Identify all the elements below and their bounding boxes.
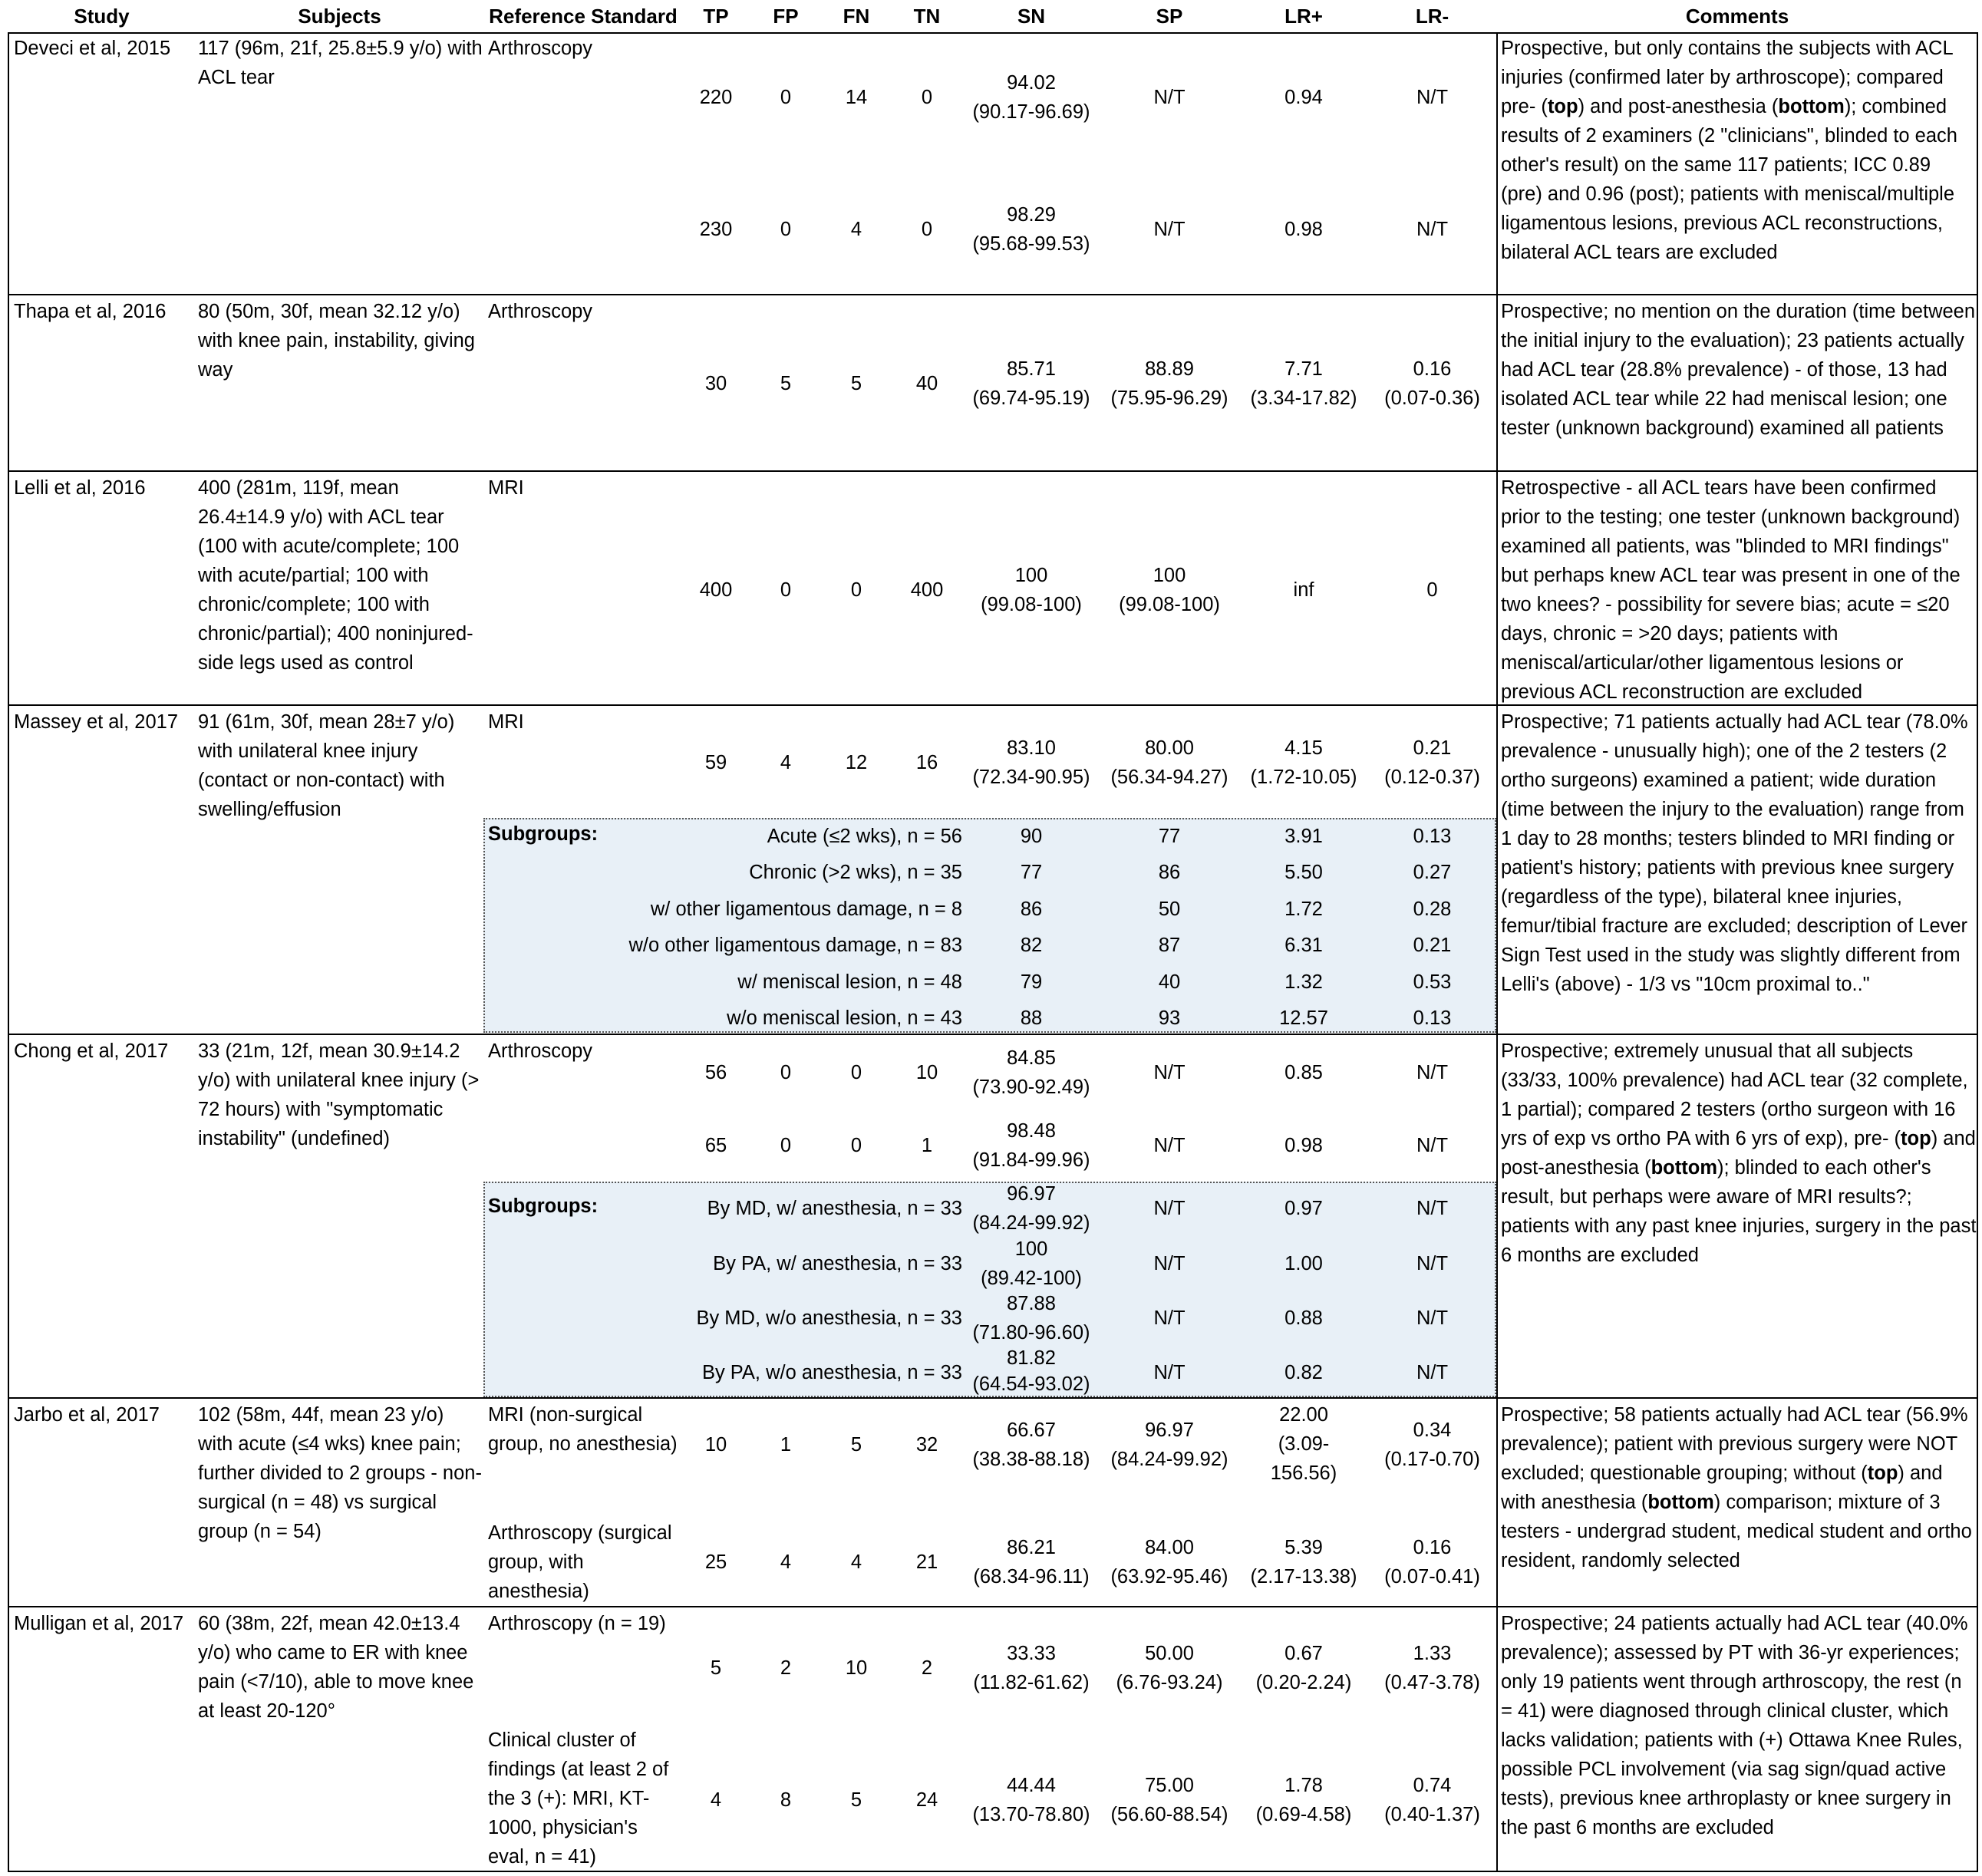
- massey-r1-tn: 16: [915, 752, 938, 773]
- mulligan-r1-lrp: 0.67: [1285, 1643, 1323, 1664]
- reference-thapa: Arthroscopy: [488, 301, 593, 322]
- study-mulligan: Mulligan et al, 2017: [14, 1613, 184, 1634]
- jarbo-r2-tn: 21: [915, 1551, 938, 1573]
- mulligan-r2-lrp-ci: (0.69-4.58): [1255, 1804, 1352, 1825]
- comments-lelli: Retrospective - all ACL tears have been confirmed prior to the testing; one tester (unknown background) examined all patients, was "blinded to MRI findings" but perhaps knew ACL tear was present in one of the two knees? - possibility for severe bias; acute = ≤20 days, chronic = >20 days; patients with meniscal/articular/other ligamentous lesions or previous ACL reconstruction are excluded: [1501, 477, 1961, 703]
- jarbo-r1-fn: 5: [850, 1434, 862, 1456]
- chong-r2-tp: 65: [704, 1135, 727, 1156]
- chong-r2-sp: N/T: [1153, 1135, 1186, 1156]
- chong-sub-sp: N/T: [1153, 1198, 1186, 1219]
- mulligan-r1-sn-ci: (11.82-61.62): [973, 1672, 1090, 1693]
- rule-right: [1977, 34, 1978, 1872]
- mulligan-r2-lrn: 0.74: [1413, 1775, 1452, 1796]
- chong-r2-sn: 98.48: [1007, 1120, 1056, 1142]
- massey-sub-lrp: 1.32: [1285, 971, 1323, 993]
- massey-r1-lrp: 4.15: [1285, 737, 1323, 759]
- thapa-r1-lrn-ci: (0.07-0.36): [1384, 387, 1480, 409]
- jarbo-r1-sp-ci: (84.24-99.92): [1110, 1449, 1228, 1470]
- massey-sub-sp: 87: [1158, 935, 1181, 956]
- lelli-r1-fn: 0: [850, 579, 862, 601]
- jarbo-r1-lrn-ci: (0.17-0.70): [1384, 1449, 1480, 1470]
- jarbo-r2-fp: 4: [780, 1551, 792, 1573]
- chong-sub-lrp: 0.97: [1285, 1198, 1323, 1219]
- deveci-r1-tn: 0: [921, 87, 933, 108]
- chong-sub-sn-ci: (64.54-93.02): [972, 1373, 1090, 1395]
- chong-sub-sp: N/T: [1153, 1253, 1186, 1274]
- jarbo-r1-tn: 32: [915, 1434, 938, 1456]
- study-lelli: Lelli et al, 2016: [14, 477, 146, 499]
- chong-r1-fn: 0: [850, 1062, 862, 1083]
- subjects-jarbo: 102 (58m, 44f, mean 23 y/o) with acute (≤4 wks) knee pain; further divided to 2 groups - non-surgical (n = 48) vs surgical group (n = 54): [198, 1404, 482, 1542]
- massey-sub-lrp: 12.57: [1279, 1007, 1328, 1029]
- subjects-lelli: 400 (281m, 119f, mean 26.4±14.9 y/o) with ACL tear (100 with acute/complete; 100 with acute/partial; 100 with chronic/complete; 100 with chronic/partial); 400 noninjured-side legs used as control: [198, 477, 473, 674]
- deveci-r2-fn: 4: [850, 219, 862, 240]
- lelli-r1-lrn: 0: [1426, 579, 1438, 601]
- thapa-r1-lrp: 7.71: [1285, 358, 1323, 380]
- thapa-r1-fn: 5: [850, 373, 862, 394]
- massey-r1-sp: 80.00: [1145, 737, 1194, 759]
- massey-r1-fn: 12: [845, 752, 868, 773]
- massey-sub-label: Acute (≤2 wks), n = 56: [767, 826, 962, 847]
- massey-r1-fp: 4: [780, 752, 792, 773]
- deveci-r2-sp: N/T: [1153, 219, 1186, 240]
- massey-r1-sn: 83.10: [1007, 737, 1056, 759]
- thapa-r1-sn-ci: (69.74-95.19): [972, 387, 1090, 409]
- chong-sub-label: By MD, w/ anesthesia, n = 33: [707, 1198, 962, 1219]
- thapa-r1-tn: 40: [915, 373, 938, 394]
- thapa-r1-tp: 30: [704, 373, 727, 394]
- chong-r1-tp: 56: [704, 1062, 727, 1083]
- subjects-thapa: 80 (50m, 30f, mean 32.12 y/o) with knee pain, instability, giving way: [198, 301, 475, 381]
- rule-left: [8, 34, 9, 1872]
- mulligan-r1-fn: 10: [845, 1657, 868, 1679]
- mulligan-r1-tp: 5: [710, 1657, 722, 1679]
- chong-sub-sp: N/T: [1153, 1362, 1186, 1383]
- lelli-r1-sn: 100: [1014, 565, 1048, 586]
- chong-sub-sn: 87.88: [1007, 1293, 1056, 1314]
- mulligan-r1-tn: 2: [921, 1657, 933, 1679]
- massey-subgroups-label: Subgroups:: [488, 823, 599, 845]
- chong-sub-sn-ci: (71.80-96.60): [972, 1322, 1090, 1344]
- deveci-r2-lrn: N/T: [1416, 219, 1449, 240]
- chong-sub-sn: 81.82: [1007, 1347, 1056, 1369]
- lelli-r1-sp: 100: [1153, 565, 1186, 586]
- jarbo-r2-lrn-ci: (0.07-0.41): [1384, 1566, 1480, 1588]
- deveci-r1-lrn: N/T: [1416, 87, 1449, 108]
- massey-r1-lrp-ci: (1.72-10.05): [1250, 767, 1357, 788]
- comments-thapa: Prospective; no mention on the duration (time between the initial injury to the evaluation); 23 patients actually had ACL tear (28.8% prevalence) - of those, 13 had isolated ACL tear while 22 had meniscal lesion; one tester (unknown background) examined all patients: [1501, 301, 1976, 439]
- jarbo-r2-lrn: 0.16: [1413, 1537, 1452, 1558]
- chong-sub-label: By MD, w/o anesthesia, n = 33: [696, 1307, 962, 1329]
- chong-sub-sn: 100: [1014, 1238, 1048, 1260]
- mulligan-r1-sp: 50.00: [1145, 1643, 1194, 1664]
- chong-sub-lrp: 1.00: [1285, 1253, 1323, 1274]
- chong-r2-lrp: 0.98: [1285, 1135, 1323, 1156]
- jarbo-r1-lrp: 22.00: [1279, 1404, 1328, 1426]
- deveci-r1-sp: N/T: [1153, 87, 1186, 108]
- massey-sub-sp: 40: [1158, 971, 1181, 993]
- massey-sub-sn: 90: [1020, 826, 1043, 847]
- chong-sub-lrp: 0.88: [1285, 1307, 1323, 1329]
- massey-sub-sp: 50: [1158, 898, 1181, 920]
- reference-jarbo-1: MRI (non-surgical group, no anesthesia): [488, 1404, 678, 1455]
- subjects-mulligan: 60 (38m, 22f, mean 42.0±13.4 y/o) who came to ER with knee pain (<7/10), able to move knee at least 20-120°: [198, 1613, 474, 1722]
- chong-r1-sp: N/T: [1153, 1062, 1186, 1083]
- mulligan-r2-sp-ci: (56.60-88.54): [1110, 1804, 1228, 1825]
- lelli-r1-lrp: inf: [1293, 579, 1314, 601]
- mulligan-r1-fp: 2: [780, 1657, 792, 1679]
- header-subjects: Subjects: [298, 5, 381, 28]
- study-jarbo: Jarbo et al, 2017: [14, 1404, 160, 1426]
- header-fp: FP: [773, 5, 799, 28]
- massey-r1-tp: 59: [704, 752, 727, 773]
- jarbo-r1-fp: 1: [780, 1434, 792, 1456]
- jarbo-r2-sp: 84.00: [1145, 1537, 1194, 1558]
- thapa-r1-fp: 5: [780, 373, 792, 394]
- thapa-r1-lrn: 0.16: [1413, 358, 1452, 380]
- mulligan-r2-tn: 24: [915, 1789, 938, 1811]
- chong-r1-sn: 84.85: [1007, 1047, 1056, 1069]
- jarbo-r2-lrp-ci: (2.17-13.38): [1250, 1566, 1357, 1588]
- massey-sub-sn: 88: [1020, 1007, 1043, 1029]
- deveci-r2-fp: 0: [780, 219, 792, 240]
- header-lr-plus: LR+: [1285, 5, 1323, 28]
- mulligan-r2-lrp: 1.78: [1285, 1775, 1323, 1796]
- deveci-r2-tp: 230: [699, 219, 733, 240]
- chong-sub-lrn: N/T: [1416, 1198, 1449, 1219]
- deveci-r2-lrp: 0.98: [1285, 219, 1323, 240]
- header-comments: Comments: [1685, 5, 1789, 28]
- thapa-r1-lrp-ci: (3.34-17.82): [1250, 387, 1357, 409]
- lelli-r1-sn-ci: (99.08-100): [981, 594, 1082, 615]
- rule-row-4: [8, 1034, 1978, 1035]
- chong-sub-lrn: N/T: [1416, 1253, 1449, 1274]
- chong-r1-lrn: N/T: [1416, 1062, 1449, 1083]
- mulligan-r2-fn: 5: [850, 1789, 862, 1811]
- chong-sub-label: By PA, w/ anesthesia, n = 33: [713, 1253, 962, 1274]
- mulligan-r1-lrp-ci: (0.20-2.24): [1255, 1672, 1352, 1693]
- jarbo-r2-sn: 86.21: [1007, 1537, 1056, 1558]
- subjects-chong: 33 (21m, 12f, mean 30.9±14.2 y/o) with unilateral knee injury (> 72 hours) with "symptomatic instability" (undefined): [198, 1040, 480, 1149]
- chong-sub-sn-ci: (89.42-100): [981, 1268, 1082, 1289]
- deveci-r2-sn: 98.29: [1007, 204, 1056, 226]
- comments-deveci: Prospective, but only contains the subjects with ACL injuries (confirmed later by arthroscope); compared pre- (top) and post-anesthesia (bottom); combined results of 2 examiners (2 "clinicians", blinded to each other's result) on the same 117 patients; ICC 0.89 (pre) and 0.96 (post); patients with meniscal/multiple ligamentous lesions, previous ACL reconstructions, bilateral ACL tears are excluded: [1501, 38, 1957, 263]
- thapa-r1-sp: 88.89: [1145, 358, 1194, 380]
- reference-lelli: MRI: [488, 477, 524, 499]
- jarbo-r2-lrp: 5.39: [1285, 1537, 1323, 1558]
- header-study: Study: [74, 5, 130, 28]
- massey-sub-lrp: 6.31: [1285, 935, 1323, 956]
- massey-sub-label: w/ meniscal lesion, n = 48: [737, 971, 962, 993]
- chong-r1-tn: 10: [915, 1062, 938, 1083]
- header-tn: TN: [913, 5, 941, 28]
- massey-sub-lrn: 0.28: [1413, 898, 1452, 920]
- massey-sub-lrn: 0.13: [1413, 1007, 1452, 1029]
- jarbo-r1-lrp-ci: (3.09-156.56): [1270, 1433, 1337, 1484]
- jarbo-r1-sn: 66.67: [1007, 1419, 1056, 1441]
- mulligan-r1-sp-ci: (6.76-93.24): [1116, 1672, 1223, 1693]
- chong-subgroups-label: Subgroups:: [488, 1195, 599, 1217]
- massey-sub-lrn: 0.13: [1413, 826, 1452, 847]
- massey-sub-sp: 93: [1158, 1007, 1181, 1029]
- jarbo-r1-sp: 96.97: [1145, 1419, 1194, 1441]
- massey-r1-lrn: 0.21: [1413, 737, 1452, 759]
- mulligan-r2-sn: 44.44: [1007, 1775, 1056, 1796]
- mulligan-r1-lrn: 1.33: [1413, 1643, 1452, 1664]
- massey-sub-sp: 77: [1158, 826, 1181, 847]
- chong-r1-lrp: 0.85: [1285, 1062, 1323, 1083]
- deveci-r2-tn: 0: [921, 219, 933, 240]
- chong-r1-sn-ci: (73.90-92.49): [972, 1076, 1090, 1098]
- header-lr-minus: LR-: [1415, 5, 1449, 28]
- lelli-r1-tn: 400: [910, 579, 944, 601]
- header-reference: Reference Standard: [489, 5, 678, 28]
- reference-mulligan-2: Clinical cluster of findings (at least 2 of the 3 (+): MRI, KT-1000, physician's eval, n = 41): [488, 1729, 669, 1868]
- massey-sub-lrn: 0.21: [1413, 935, 1452, 956]
- study-thapa: Thapa et al, 2016: [14, 301, 167, 322]
- massey-sub-label: Chronic (>2 wks), n = 35: [749, 862, 962, 883]
- jarbo-r2-sn-ci: (68.34-96.11): [973, 1566, 1090, 1588]
- comments-jarbo: Prospective; 58 patients actually had ACL tear (56.9% prevalence); patient with previous surgery were NOT excluded; questionable grouping; without (top) and with anesthesia (bottom) comparison; mixture of 3 testers - undergrad student, medical student and ortho resident, randomly selected: [1501, 1404, 1972, 1571]
- header-tp: TP: [703, 5, 729, 28]
- massey-r1-sp-ci: (56.34-94.27): [1110, 767, 1228, 788]
- rule-row-6: [8, 1606, 1978, 1607]
- reference-mulligan-1: Arthroscopy (n = 19): [488, 1613, 666, 1634]
- massey-sub-lrn: 0.53: [1413, 971, 1452, 993]
- deveci-r1-fp: 0: [780, 87, 792, 108]
- deveci-r1-fn: 14: [845, 87, 868, 108]
- header-fn: FN: [843, 5, 870, 28]
- massey-r1-sn-ci: (72.34-90.95): [972, 767, 1090, 788]
- chong-sub-label: By PA, w/o anesthesia, n = 33: [701, 1362, 962, 1383]
- mulligan-r2-tp: 4: [710, 1789, 722, 1811]
- massey-sub-label: w/o meniscal lesion, n = 43: [727, 1007, 962, 1029]
- deveci-r1-sn-ci: (90.17-96.69): [972, 101, 1090, 123]
- chong-r2-fn: 0: [850, 1135, 862, 1156]
- thapa-r1-sp-ci: (75.95-96.29): [1110, 387, 1228, 409]
- rule-row-1: [8, 294, 1978, 295]
- comments-mulligan: Prospective; 24 patients actually had ACL tear (40.0% prevalence); assessed by PT with 36-yr experiences; only 19 patients went through arthroscopy, the rest (n = 41) were diagnosed through clinical cluster, which lacks validation; patients with (+) Ottawa Knee Rules, possible PCL involvement (via sag sign/quad active tests), previous knee arthroplasty or knee surgery in the past 6 months are excluded: [1501, 1613, 1968, 1838]
- chong-sub-lrp: 0.82: [1285, 1362, 1323, 1383]
- massey-sub-sp: 86: [1158, 862, 1181, 883]
- mulligan-r2-sp: 75.00: [1145, 1775, 1194, 1796]
- subjects-massey: 91 (61m, 30f, mean 28±7 y/o) with unilateral knee injury (contact or non-contact) with swelling/effusion: [198, 711, 455, 820]
- jarbo-r2-fn: 4: [850, 1551, 862, 1573]
- massey-sub-sn: 77: [1020, 862, 1043, 883]
- reference-deveci: Arthroscopy: [488, 38, 593, 59]
- chong-r2-fp: 0: [780, 1135, 792, 1156]
- chong-sub-sp: N/T: [1153, 1307, 1186, 1329]
- study-deveci: Deveci et al, 2015: [14, 38, 171, 59]
- comments-massey: Prospective; 71 patients actually had ACL tear (78.0% prevalence - unusually high); one of the 2 testers (2 ortho surgeons) examined a patient; wide duration (time between the injury to the evaluation) range from 1 day to 28 months; testers blinded to MRI finding or patient's history; patients with previous knee surgery (regardless of the type), bilateral knee injuries, femur/tibial fracture are excluded; description of Lever Sign Test used in the study was slightly different from Lelli's (above) - 1/3 vs "10cm proximal to..": [1501, 711, 1968, 995]
- reference-jarbo-2: Arthroscopy (surgical group, with anesthesia): [488, 1522, 672, 1602]
- jarbo-r2-sp-ci: (63.92-95.46): [1110, 1566, 1228, 1588]
- chong-sub-lrn: N/T: [1416, 1362, 1449, 1383]
- chong-r1-fp: 0: [780, 1062, 792, 1083]
- rule-comments: [1496, 34, 1498, 1872]
- massey-sub-lrp: 5.50: [1285, 862, 1323, 883]
- chong-r2-lrn: N/T: [1416, 1135, 1449, 1156]
- study-massey: Massey et al, 2017: [14, 711, 179, 733]
- chong-r2-tn: 1: [921, 1135, 933, 1156]
- deveci-r1-sn: 94.02: [1007, 72, 1056, 94]
- massey-r1-lrn-ci: (0.12-0.37): [1384, 767, 1480, 788]
- thapa-r1-sn: 85.71: [1007, 358, 1056, 380]
- deveci-r1-tp: 220: [699, 87, 733, 108]
- massey-sub-lrp: 1.72: [1285, 898, 1323, 920]
- massey-sub-sn: 86: [1020, 898, 1043, 920]
- chong-r2-sn-ci: (91.84-99.96): [972, 1149, 1090, 1171]
- subjects-deveci: 117 (96m, 21f, 25.8±5.9 y/o) with ACL tear: [198, 38, 483, 88]
- comments-chong: Prospective; extremely unusual that all subjects (33/33, 100% prevalence) had ACL tear (32 complete, 1 partial); compared 2 testers (ortho surgeon with 16 yrs of exp vs ortho PA with 6 yrs of exp), pre- (top) and post-anesthesia (bottom); blinded to each other's result, but perhaps were aware of MRI results?; patients with any past knee injuries, surgery in the past 6 months are excluded: [1501, 1040, 1977, 1266]
- header-sn: SN: [1017, 5, 1046, 28]
- mulligan-r1-lrn-ci: (0.47-3.78): [1384, 1672, 1480, 1693]
- mulligan-r1-sn: 33.33: [1007, 1643, 1056, 1664]
- mulligan-r2-sn-ci: (13.70-78.80): [972, 1804, 1090, 1825]
- chong-sub-sn-ci: (84.24-99.92): [972, 1212, 1090, 1234]
- reference-chong: Arthroscopy: [488, 1040, 593, 1062]
- massey-sub-sn: 79: [1020, 971, 1043, 993]
- rule-row-2: [8, 470, 1978, 472]
- study-chong: Chong et al, 2017: [14, 1040, 169, 1062]
- deveci-r2-sn-ci: (95.68-99.53): [972, 233, 1090, 255]
- jarbo-r1-tp: 10: [704, 1434, 727, 1456]
- lelli-r1-sp-ci: (99.08-100): [1119, 594, 1220, 615]
- massey-sub-lrp: 3.91: [1285, 826, 1323, 847]
- reference-massey: MRI: [488, 711, 524, 733]
- rule-bottom: [8, 1871, 1978, 1872]
- massey-sub-label: w/ other ligamentous damage, n = 8: [650, 898, 962, 920]
- jarbo-r1-lrn: 0.34: [1413, 1419, 1452, 1441]
- lelli-r1-tp: 400: [699, 579, 733, 601]
- mulligan-r2-lrn-ci: (0.40-1.37): [1384, 1804, 1480, 1825]
- header-sp: SP: [1156, 5, 1183, 28]
- chong-sub-sn: 96.97: [1007, 1183, 1056, 1205]
- massey-sub-label: w/o other ligamentous damage, n = 83: [628, 935, 962, 956]
- massey-sub-sn: 82: [1020, 935, 1043, 956]
- chong-sub-lrn: N/T: [1416, 1307, 1449, 1329]
- jarbo-r2-tp: 25: [704, 1551, 727, 1573]
- lelli-r1-fp: 0: [780, 579, 792, 601]
- mulligan-r2-fp: 8: [780, 1789, 792, 1811]
- deveci-r1-lrp: 0.94: [1285, 87, 1323, 108]
- jarbo-r1-sn-ci: (38.38-88.18): [972, 1449, 1090, 1470]
- massey-sub-lrn: 0.27: [1413, 862, 1452, 883]
